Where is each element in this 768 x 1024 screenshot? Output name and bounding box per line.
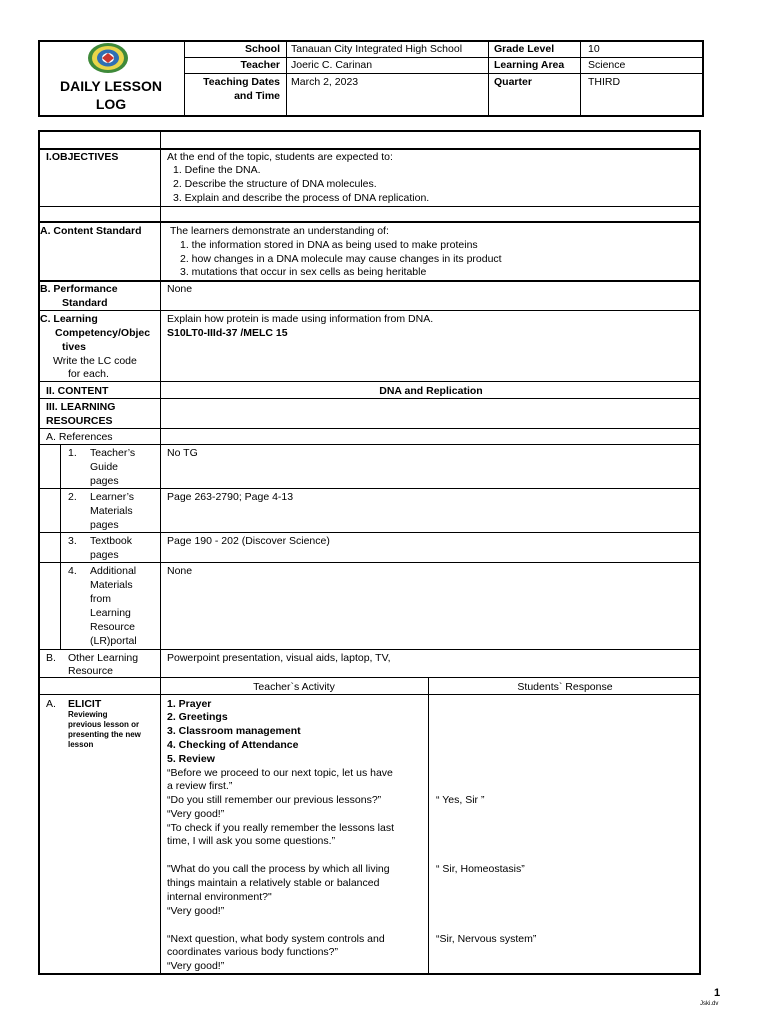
objective-item: 1. Define the DNA. [173, 164, 261, 176]
competency-label: C. Learning [40, 313, 98, 325]
teacher-line: “To check if you really remember the lessons last [167, 822, 395, 834]
competency-label-2: Competency/Objec [55, 327, 151, 339]
teacher-line: "What do you call the process by which all living [167, 863, 390, 875]
grade-value: 10 [588, 43, 600, 55]
grade-label: Grade Level [494, 43, 555, 55]
dates-label-2: and Time [234, 90, 280, 102]
performance-standard-label: B. Performance [40, 283, 118, 295]
other-label: Resource [68, 665, 113, 677]
objectives-intro: At the end of the topic, students are expected to: [167, 151, 393, 163]
resources-label: III. LEARNING [46, 401, 116, 413]
teacher-line: “Very good!” [167, 960, 225, 972]
competency-label-3: tives [62, 341, 86, 353]
resources-label-2: RESOURCES [46, 415, 113, 427]
footer-mark: Jski.dv [700, 1001, 719, 1007]
content-standard-label: A. Content Standard [40, 225, 142, 237]
tg-label: pages [90, 475, 119, 487]
student-response: “ Yes, Sir ” [436, 794, 485, 806]
am-label: Materials [90, 579, 133, 591]
content-value: DNA and Replication [379, 385, 483, 397]
teacher-line: “Next question, what body system controls and [167, 933, 385, 945]
teacher-line: “Very good!” [167, 905, 225, 917]
am-label: Additional [90, 565, 137, 577]
step-item: 4. Checking of Attendance [167, 739, 299, 751]
teacher-line: coordinates various body functions?” [167, 946, 339, 958]
am-label: Learning [90, 607, 131, 619]
am-label: Resource [90, 621, 135, 633]
elicit-desc: lesson [68, 740, 94, 749]
content-label: II. CONTENT [46, 385, 109, 397]
lm-label: Learner’s [90, 491, 134, 503]
competency-label-5: for each. [68, 368, 109, 380]
step-item: 3. Classroom management [167, 725, 301, 737]
tg-label: Teacher’s [90, 447, 136, 459]
teacher-activity-header: Teacher`s Activity [253, 681, 335, 693]
content-standard-item: 3. mutations that occur in sex cells as being heritable [180, 266, 427, 278]
teacher-line: “Before we proceed to our next topic, let us have [167, 767, 393, 779]
teacher-line: “Very good!” [167, 808, 225, 820]
school-seal-logo [86, 42, 130, 74]
student-response: “Sir, Nervous system” [436, 933, 537, 945]
performance-standard-label-2: Standard [62, 297, 108, 309]
tg-value: No TG [167, 447, 198, 459]
teacher-value: Joeric C. Carinan [291, 59, 373, 71]
lm-label: Materials [90, 505, 133, 517]
step-item: 5. Review [167, 753, 215, 765]
lm-label: pages [90, 519, 119, 531]
tb-label: pages [90, 549, 119, 561]
elicit-desc: previous lesson or [68, 720, 140, 729]
objective-item: 2. Describe the structure of DNA molecules. [173, 178, 377, 190]
teacher-line: a review first.” [167, 780, 233, 792]
tb-number: 3. [68, 535, 77, 547]
am-value: None [167, 565, 193, 577]
student-response: “ Sir, Homeostasis” [436, 863, 525, 875]
teacher-line: things maintain a relatively stable or balanced [167, 877, 380, 889]
references-label: A. References [46, 431, 113, 443]
objective-item: 3. Explain and describe the process of DNA replication. [173, 192, 430, 204]
elicit-label: ELICIT [68, 698, 102, 710]
lm-number: 2. [68, 491, 77, 503]
am-number: 4. [68, 565, 77, 577]
doc-title-line2: LOG [95, 96, 127, 112]
content-standard-item: 2. how changes in a DNA molecule may cause changes in its product [180, 253, 502, 265]
area-value: Science [588, 59, 626, 71]
quarter-value: THIRD [588, 76, 621, 88]
area-label: Learning Area [494, 59, 565, 71]
teacher-label: Teacher [240, 59, 280, 71]
doc-title-line1: DAILY LESSON [60, 78, 162, 94]
tg-label: Guide [90, 461, 119, 473]
tg-number: 1. [68, 447, 77, 459]
dates-value: March 2, 2023 [291, 76, 359, 88]
quarter-label: Quarter [494, 76, 532, 88]
lm-value: Page 263-2790; Page 4-13 [167, 491, 294, 503]
performance-standard-value: None [167, 283, 193, 295]
other-label: Other Learning [68, 652, 139, 664]
am-label: (LR)portal [90, 635, 137, 647]
content-standard-intro: The learners demonstrate an understanding of: [170, 225, 389, 237]
tb-label: Textbook [90, 535, 133, 547]
competency-code: S10LT0-IIId-37 /MELC 15 [167, 327, 288, 339]
content-standard-item: 1. the information stored in DNA as being used to make proteins [180, 239, 478, 251]
page-number: 1 [714, 987, 721, 999]
teacher-line: internal environment?" [167, 891, 272, 903]
teacher-line: “Do you still remember our previous lessons?” [167, 794, 382, 806]
competency-value: Explain how protein is made using information from DNA. [167, 313, 434, 325]
elicit-desc: presenting the new [68, 730, 141, 739]
elicit-letter: A. [46, 698, 56, 710]
step-item: 1. Prayer [167, 698, 212, 710]
other-letter: B. [46, 652, 56, 664]
competency-label-4: Write the LC code [53, 355, 137, 367]
elicit-desc: Reviewing [68, 710, 108, 719]
am-label: from [90, 593, 111, 605]
dates-label-1: Teaching Dates [203, 76, 280, 88]
school-value: Tanauan City Integrated High School [291, 43, 463, 55]
other-value: Powerpoint presentation, visual aids, laptop, TV, [167, 652, 391, 664]
objectives-label: I.OBJECTIVES [46, 151, 119, 163]
step-item: 2. Greetings [167, 711, 228, 723]
tb-value: Page 190 - 202 (Discover Science) [167, 535, 330, 547]
teacher-line: time, I will ask you some questions.” [167, 835, 336, 847]
student-response-header: Students` Response [517, 681, 613, 693]
school-label: School [244, 43, 280, 55]
